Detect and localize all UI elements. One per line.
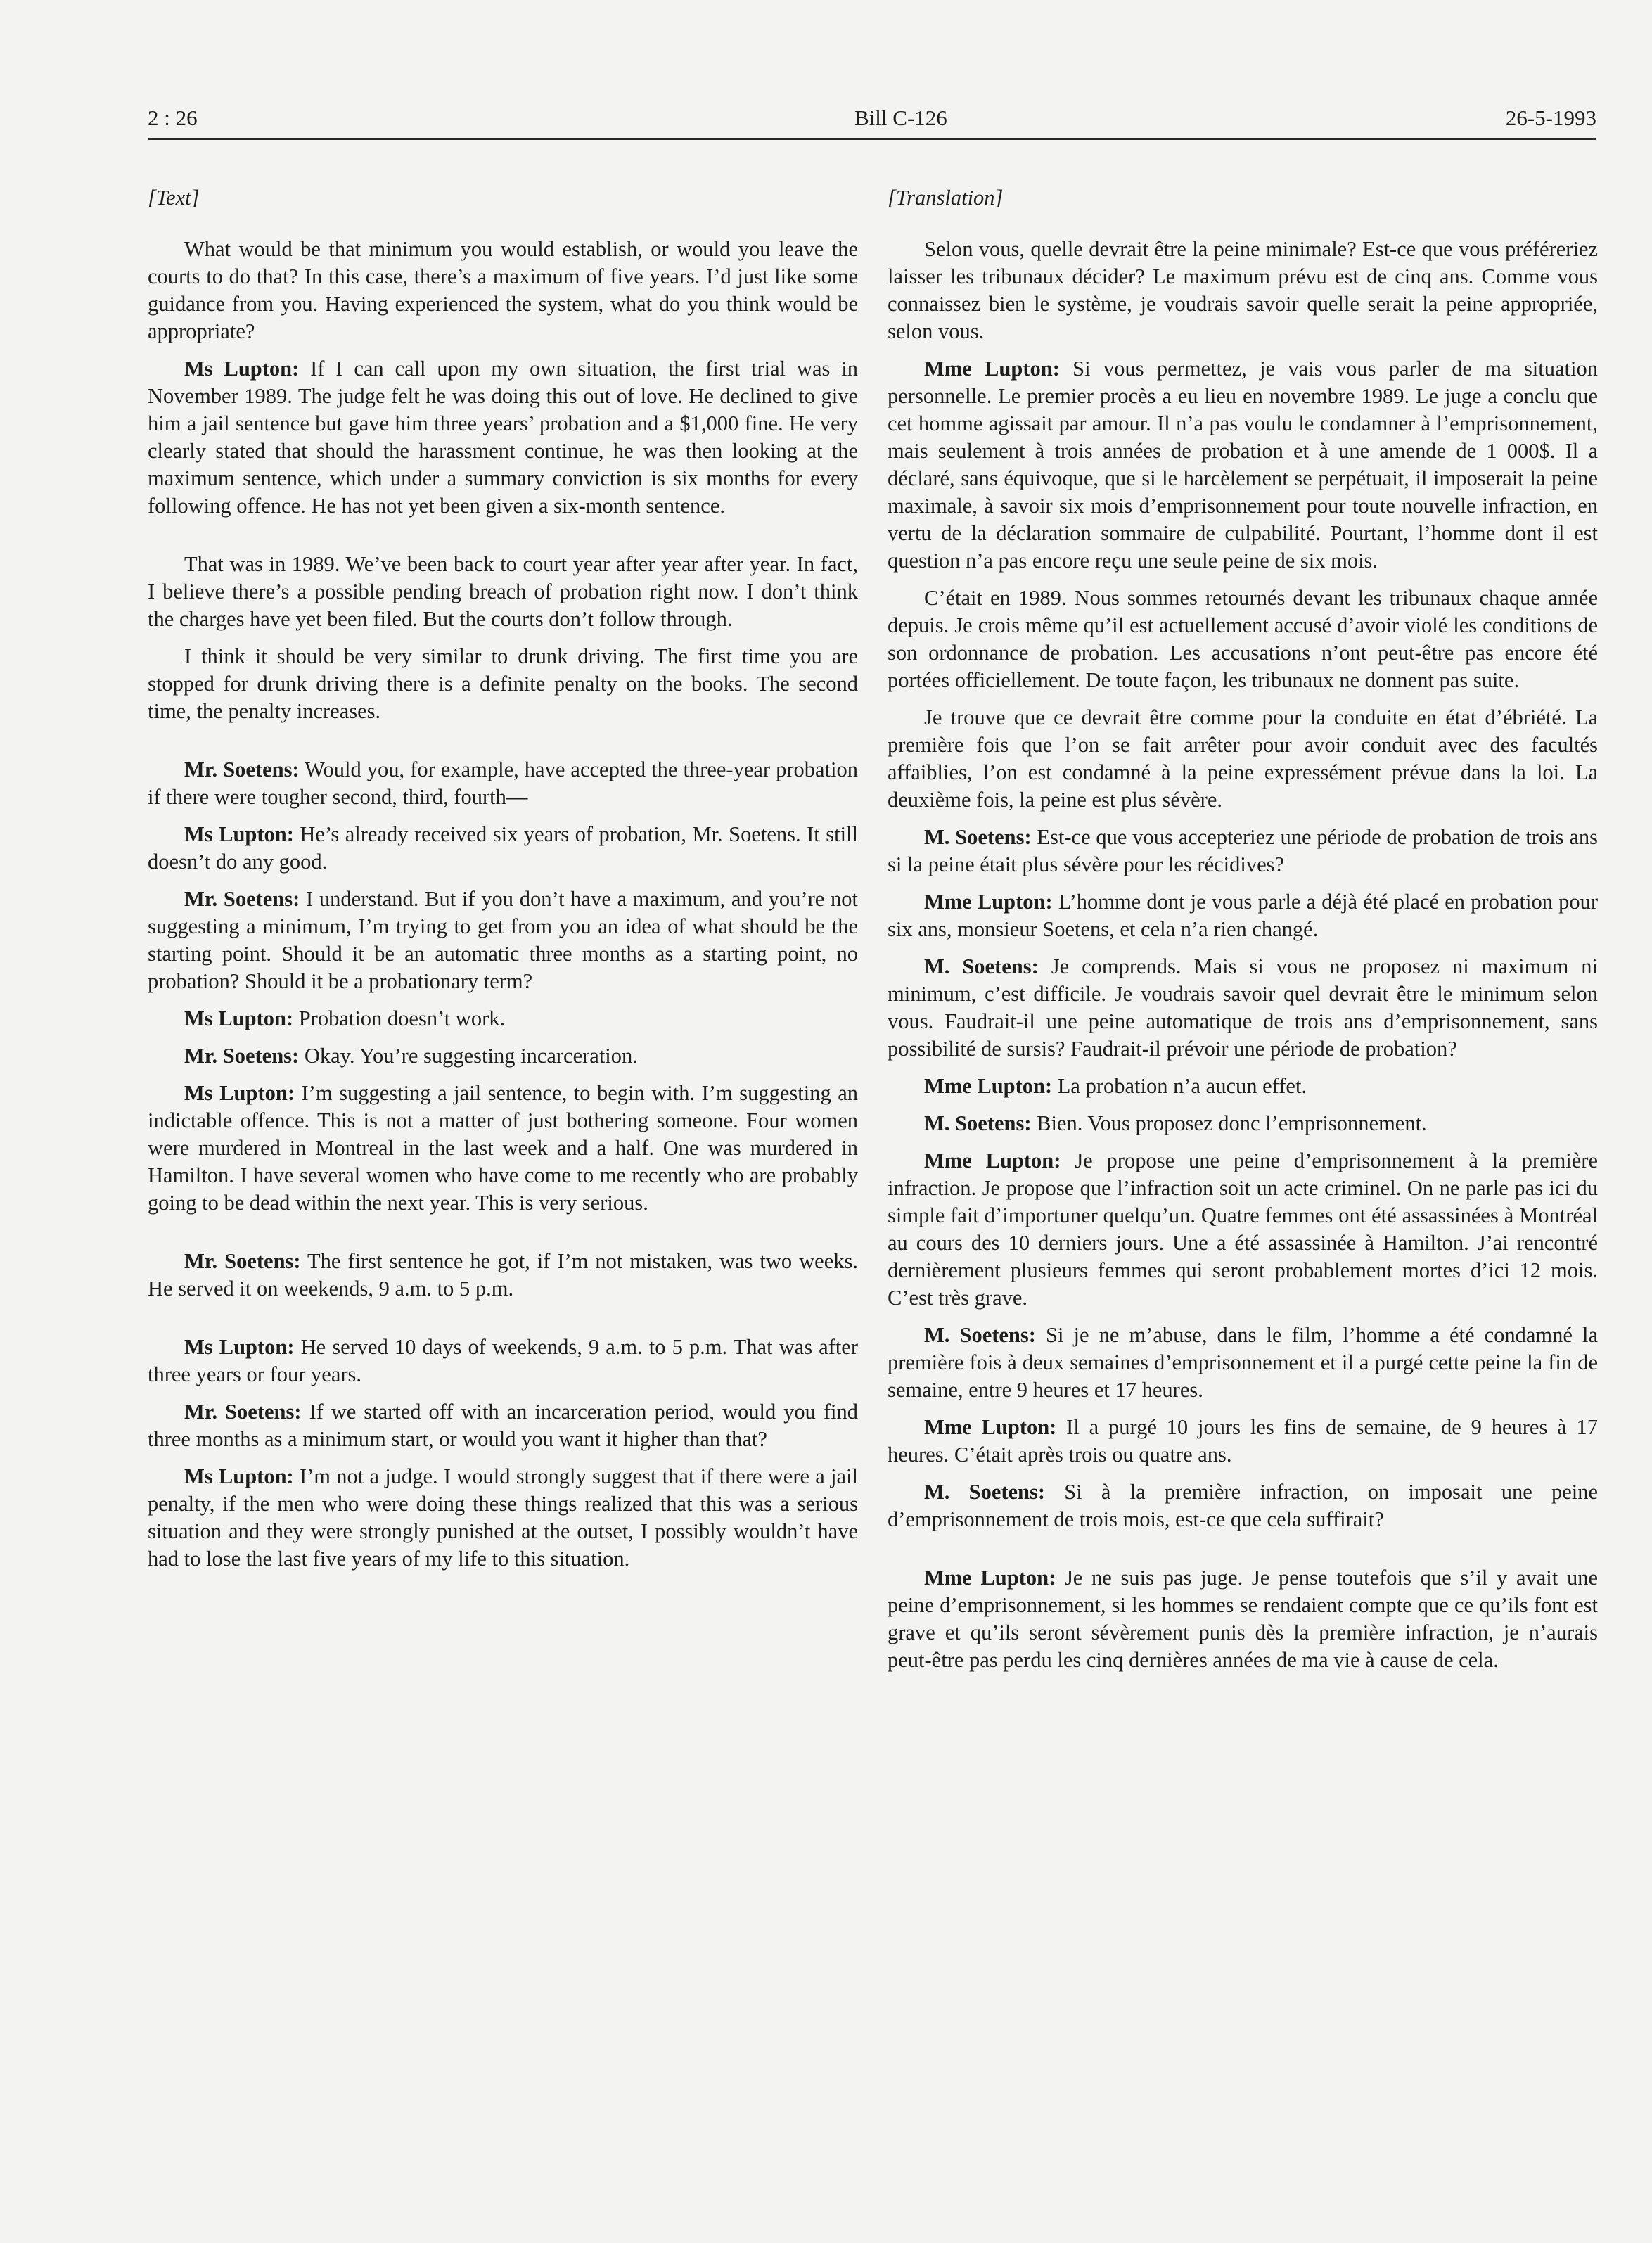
paragraph: M. Soetens: Est-ce que vous accepteriez une période de probation de trois ans si la peine était plus sévère pour les récidives? — [888, 825, 1598, 876]
paragraph: I think it should be very similar to drunk driving. The first time you are stopped for drunk driving there is a definite penalty on the books. The second time, the penalty increases. — [148, 644, 858, 723]
speaker-name: Ms Lupton: — [184, 1081, 295, 1105]
paragraph: Mr. Soetens: Okay. You’re suggesting incarceration. — [184, 1044, 638, 1068]
speaker-name: Ms Lupton: — [184, 1464, 294, 1488]
column-tag: [Text] — [148, 186, 200, 210]
paragraph: Mme Lupton: Si vous permettez, je vais vous parler de ma situation personnelle. Le premier procès a eu lieu en novembre 1989. Le juge a conclu que cet homme agissait par amour. Il n’a pas voulu le condamner à l’emprisonnement, mais seulement à trois années de probation et à une amende de 1 000$. Il a déclaré, sans équivoque, que si le harcèlement se perpétuait, il imposerait la peine maximale, à savoir six mois d’emprisonnement pour toute nouvelle infraction, en vertu de la déclaration sommaire de culpabilité. Pourtant, l’homme dont il est question n’a pas encore reçu une seule peine de six mois. — [888, 357, 1598, 573]
paragraph: Ms Lupton: He’s already received six years of probation, Mr. Soetens. It still doesn’t do any good. — [148, 822, 858, 874]
page-header — [148, 106, 1596, 140]
speaker-name: Ms Lupton: — [184, 822, 294, 846]
speaker-name: Mme Lupton: — [924, 1566, 1056, 1590]
speaker-name: M. Soetens: — [924, 954, 1039, 978]
paragraph: Ms Lupton: I’m suggesting a jail sentence, to begin with. I’m suggesting an indictable offence. This is not a matter of just bothering someone. Four women were murdered in Montreal in the last week and a half. One was murdered in Hamilton. I have several women who have come to me recently who are probably going to be dead within the next year. This is very serious. — [148, 1081, 858, 1215]
paragraph: M. Soetens: Si à la première infraction, on imposait une peine d’emprisonnement de trois mois, est-ce que cela suffirait? — [888, 1480, 1598, 1531]
paragraph: Ms Lupton: If I can call upon my own situation, the first trial was in November 1989. The judge felt he was doing this out of love. He declined to give him a jail sentence but gave him three years’ probation and a $1,000 fine. He very clearly stated that should the harassment continue, he was then looking at the maximum sentence, which under a summary conviction is six months for every following offence. He has not yet been given a six-month sentence. — [148, 357, 858, 518]
paragraph: Mme Lupton: Je propose une peine d’emprisonnement à la première infraction. Je propose que l’infraction soit un acte criminel. On ne parle pas ici du simple fait d’importuner quelqu’un. Quatre femmes ont été assassinées à Montréal au cours des 10 derniers jours. Une a été assassinée à Hamilton. J’ai rencontré dernièrement plusieurs femmes qui seront probablement mortes d’ici 12 mois. C’est très grave. — [888, 1149, 1599, 1310]
french-column — [888, 184, 1598, 1684]
speaker-name: Ms Lupton: — [184, 1007, 294, 1030]
paragraph: M. Soetens: Bien. Vous proposez donc l’emprisonnement. — [924, 1111, 1427, 1135]
page-number: 2 : 26 — [148, 106, 198, 130]
speaker-name: M. Soetens: — [924, 1480, 1046, 1504]
speaker-name: Ms Lupton: — [184, 357, 300, 381]
speaker-name: Mr. Soetens: — [184, 758, 300, 781]
speaker-name: Mr. Soetens: — [184, 1400, 302, 1424]
speaker-name: Mme Lupton: — [924, 1074, 1053, 1098]
speaker-name: Mme Lupton: — [924, 1415, 1057, 1439]
paragraph: Mr. Soetens: Would you, for example, have accepted the three-year probation if there were tougher second, third, fourth— — [148, 758, 858, 809]
english-column — [148, 184, 858, 1583]
speaker-name: Mme Lupton: — [924, 357, 1060, 381]
paragraph: C’était en 1989. Nous sommes retournés devant les tribunaux chaque année depuis. Je crois même qu’il est actuellement accusé d’avoir violé les conditions de son ordonnance de probation. Les accusations n’ont peut-être pas encore été portées officiellement. De toute façon, les tribunaux ne donnent pas suite. — [888, 586, 1598, 692]
paragraph: Mme Lupton: L’homme dont je vous parle a déjà été placé en probation pour six ans, monsieur Soetens, et cela n’a rien changé. — [888, 890, 1598, 941]
paragraph: Ms Lupton: Probation doesn’t work. — [184, 1007, 506, 1030]
speaker-name: Mr. Soetens: — [184, 887, 300, 911]
speaker-name: M. Soetens: — [924, 1323, 1036, 1347]
paragraph: Je trouve que ce devrait être comme pour la conduite en état d’ébriété. La première fois que l’on se fait arrêter pour avoir conduit avec des facultés affaiblies, l’on est condamné à la peine expressément prévue dans la loi. La deuxième fois, la peine est plus sévère. — [888, 705, 1598, 812]
page-date: 26-5-1993 — [1505, 106, 1596, 130]
paragraph: M. Soetens: Si je ne m’abuse, dans le film, l’homme a été condamné la première fois à deux semaines d’emprisonnement et il a purgé cette peine la fin de semaine, entre 9 heures et 17 heures. — [888, 1323, 1598, 1402]
speaker-name: Mme Lupton: — [924, 890, 1053, 914]
speaker-name: M. Soetens: — [924, 825, 1032, 849]
paragraph: Mr. Soetens: If we started off with an incarceration period, would you find three months as a minimum start, or would you want it higher than that? — [148, 1400, 858, 1451]
paragraph: Mme Lupton: La probation n’a aucun effet. — [924, 1074, 1307, 1098]
paragraph: Mr. Soetens: The first sentence he got, if I’m not mistaken, was two weeks. He served it on weekends, 9 a.m. to 5 p.m. — [148, 1249, 858, 1301]
speaker-name: Mr. Soetens: — [184, 1249, 301, 1273]
paragraph: Mr. Soetens: I understand. But if you don’t have a maximum, and you’re not suggesting a minimum, I’m trying to get from you an idea of what should be the starting point. Should it be an automatic three months as a starting point, no probation? Should it be a probationary term? — [148, 887, 858, 993]
paragraph: M. Soetens: Je comprends. Mais si vous ne proposez ni maximum ni minimum, c’est difficile. Je voudrais savoir quel devrait être le minimum selon vous. Faudrait-il une peine automatique de trois ans d’emprisonnement, sans possibilité de sursis? Faudrait-il prévoir une période de probation? — [888, 954, 1598, 1061]
speaker-name: Ms Lupton: — [184, 1335, 295, 1359]
column-tag: [Translation] — [888, 186, 1004, 210]
paragraph: That was in 1989. We’ve been back to court year after year after year. In fact, I believe there’s a possible pending breach of probation right now. I don’t think the charges have yet been filed. But the courts don’t follow through. — [148, 552, 858, 631]
paragraph: Mme Lupton: Il a purgé 10 jours les fins de semaine, de 9 heures à 17 heures. C’était après trois ou quatre ans. — [888, 1415, 1598, 1466]
speaker-name: Mme Lupton: — [924, 1149, 1061, 1172]
bill-title: Bill C-126 — [854, 106, 947, 130]
paragraph: Ms Lupton: I’m not a judge. I would strongly suggest that if there were a jail penalty, if the men who were doing these things realized that this was a serious situation and they were strongly punished at the outset, I possibly wouldn’t have had to lose the last five years of my life to this situation. — [148, 1464, 859, 1571]
paragraph: What would be that minimum you would establish, or would you leave the courts to do that? In this case, there’s a maximum of five years. I’d just like some guidance from you. Having experienced the system, what do you think would be appropriate? — [148, 237, 858, 343]
paragraph: Mme Lupton: Je ne suis pas juge. Je pense toutefois que s’il y avait une peine d’emprisonnement, si les hommes se rendaient compte que ce qu’ils font est grave et qu’ils seront sévèrement punis dès la première infraction, je n’aurais peut-être pas perdu les cinq dernières années de ma vie à cause de cela. — [888, 1566, 1598, 1672]
speaker-name: Mr. Soetens: — [184, 1044, 300, 1068]
paragraph: Ms Lupton: He served 10 days of weekends, 9 a.m. to 5 p.m. That was after three years or four years. — [148, 1335, 858, 1386]
speaker-name: M. Soetens: — [924, 1111, 1032, 1135]
paragraph: Selon vous, quelle devrait être la peine minimale? Est-ce que vous préféreriez laisser les tribunaux décider? Le maximum prévu est de cinq ans. Comme vous connaissez bien le système, je voudrais savoir quelle serait la peine appropriée, selon vous. — [888, 237, 1598, 343]
